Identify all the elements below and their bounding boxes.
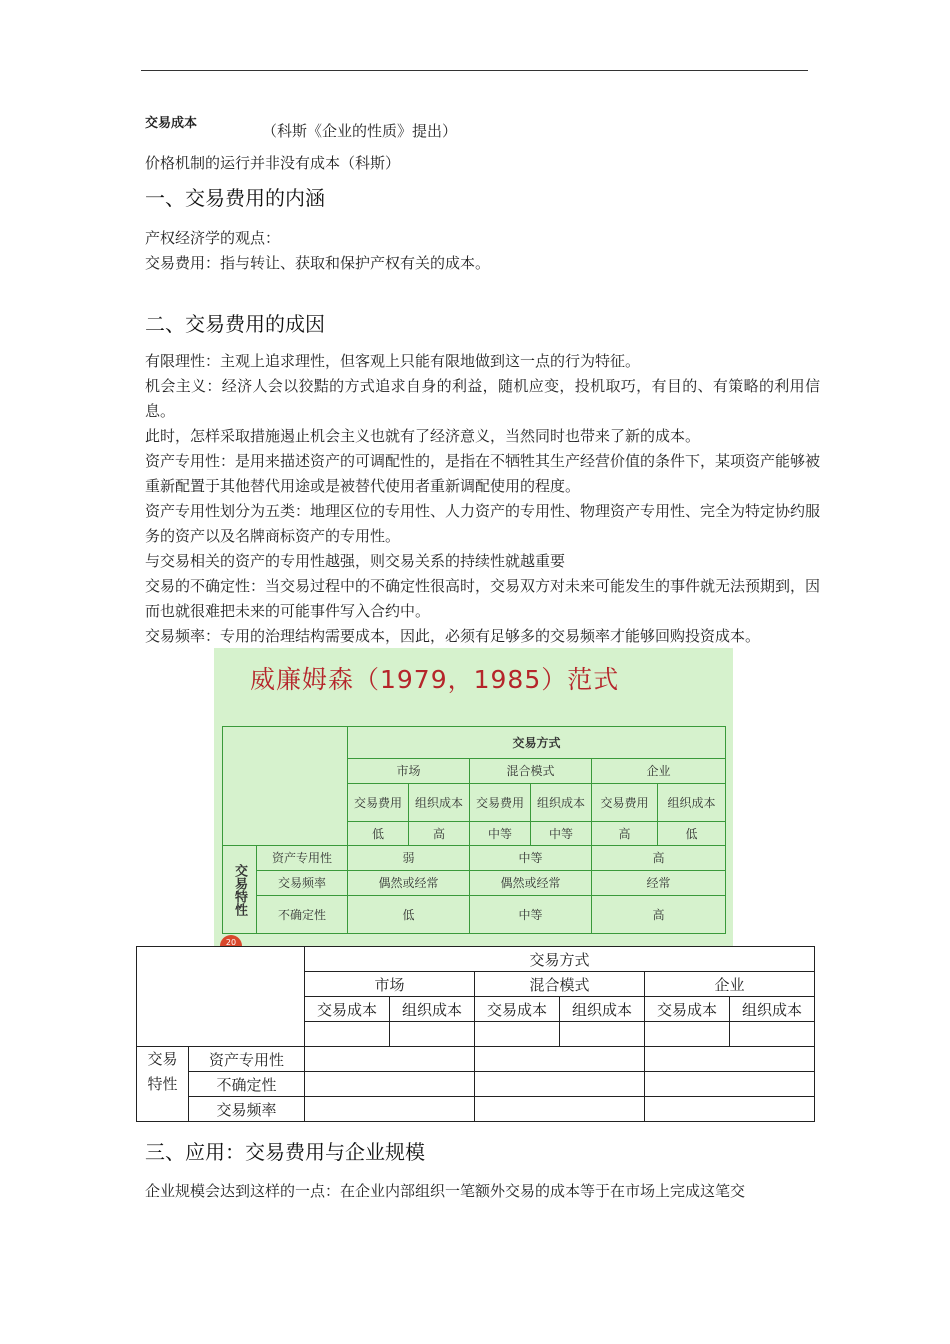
blank-row-name: 资产专用性 bbox=[189, 1047, 305, 1072]
blank-cost-type: 组织成本 bbox=[560, 997, 645, 1022]
paragraph: 交易的不确定性：当交易过程中的不确定性很高时，交易双方对未来可能发生的事件就无法预期到，因而也就很难把未来的可能事件写入合约中。 bbox=[145, 577, 821, 620]
blank-comparison-table bbox=[136, 946, 815, 1122]
blank-side-label-line: 交易 bbox=[147, 1050, 178, 1068]
blank-cost-type: 组织成本 bbox=[390, 997, 475, 1022]
slide-row-name: 不确定性 bbox=[257, 896, 348, 934]
blank-cost-type: 交易成本 bbox=[305, 997, 390, 1022]
blank-row-name: 交易频率 bbox=[189, 1097, 305, 1122]
slide-row-value: 中等 bbox=[470, 896, 592, 934]
section3-text: 企业规模会达到这样的一点：在企业内部组织一笔额外交易的成本等于在市场上完成这笔交 bbox=[145, 1182, 746, 1200]
blank-cost-type: 交易成本 bbox=[645, 997, 730, 1022]
blank-cost-type: 交易成本 bbox=[475, 997, 560, 1022]
slide-side-label: 交易特性 bbox=[223, 846, 257, 934]
blank-cell bbox=[730, 1022, 815, 1047]
blank-mode-cell: 混合模式 bbox=[475, 972, 645, 997]
blank-mode-cell: 企业 bbox=[645, 972, 815, 997]
slide-row-value: 高 bbox=[592, 896, 726, 934]
slide-row-value: 弱 bbox=[348, 846, 470, 871]
blank-cell bbox=[645, 1022, 730, 1047]
slide-cost-level: 高 bbox=[592, 822, 658, 846]
section3-heading: 三、应用：交易费用与企业规模 bbox=[145, 1140, 425, 1164]
slide-row-value: 偶然或经常 bbox=[348, 871, 470, 896]
slide-title: 威廉姆森（1979，1985）范式 bbox=[250, 665, 620, 694]
slide-mode-cell: 市场 bbox=[348, 759, 470, 784]
slide-cost-level: 低 bbox=[348, 822, 409, 846]
williamson-slide bbox=[214, 648, 733, 946]
blank-cell bbox=[305, 1072, 475, 1097]
slide-page-badge: 20 bbox=[220, 935, 242, 946]
slide-table bbox=[222, 726, 726, 934]
blank-cell bbox=[645, 1047, 815, 1072]
slide-cost-type: 交易费用 bbox=[592, 784, 658, 822]
paragraph: 有限理性：主观上追求理性，但客观上只能有限地做到这一点的行为特征。 bbox=[145, 352, 641, 370]
blank-mode-header: 交易方式 bbox=[305, 947, 815, 972]
slide-mode-header: 交易方式 bbox=[348, 727, 726, 759]
section1-line: 交易费用：指与转让、获取和保护产权有关的成本。 bbox=[145, 254, 491, 272]
paragraph: 交易频率：专用的治理结构需要成本，因此，必须有足够多的交易频率才能够回购投资成本。 bbox=[145, 627, 761, 645]
slide-row-value: 偶然或经常 bbox=[470, 871, 592, 896]
paragraph: 资产专用性划分为五类：地理区位的专用性、人力资产的专用性、物理资产专用性、完全为特定协约服务的资产以及名牌商标资产的专用性。 bbox=[145, 502, 821, 545]
blank-cell bbox=[645, 1097, 815, 1122]
slide-cost-type: 交易费用 bbox=[348, 784, 409, 822]
source-note: （科斯《企业的性质》提出） bbox=[262, 122, 458, 140]
section2-body bbox=[145, 349, 820, 649]
paragraph: 与交易相关的资产的专用性越强，则交易关系的持续性就越重要 bbox=[145, 552, 566, 570]
slide-row-value: 经常 bbox=[592, 871, 726, 896]
slide-cost-type: 交易费用 bbox=[470, 784, 531, 822]
blank-row-name: 不确定性 bbox=[189, 1072, 305, 1097]
slide-row-value: 低 bbox=[348, 896, 470, 934]
blank-cell bbox=[305, 1047, 475, 1072]
blank-cell bbox=[560, 1022, 645, 1047]
blank-cell bbox=[475, 1072, 645, 1097]
blank-side-label bbox=[137, 1047, 189, 1122]
paragraph: 此时，怎样采取措施遏止机会主义也就有了经济意义，当然同时也带来了新的成本。 bbox=[145, 427, 701, 445]
slide-mode-cell: 混合模式 bbox=[470, 759, 592, 784]
paragraph: 资产专用性：是用来描述资产的可调配性的，是指在不牺牲其生产经营价值的条件下，某项资产能够被重新配置于其他替代用途或是被替代使用者重新调配使用的程度。 bbox=[145, 452, 821, 495]
slide-corner-cell bbox=[223, 727, 348, 846]
blank-cell bbox=[305, 1097, 475, 1122]
intro-line: 价格机制的运行并非没有成本（科斯） bbox=[145, 154, 401, 172]
slide-row-value: 中等 bbox=[470, 846, 592, 871]
blank-cell bbox=[305, 1022, 390, 1047]
blank-mode-cell: 市场 bbox=[305, 972, 475, 997]
blank-cell bbox=[475, 1022, 560, 1047]
paragraph: 机会主义：经济人会以狡黠的方式追求自身的利益，随机应变，投机取巧，有目的、有策略的利用信息。 bbox=[145, 377, 820, 420]
section1-heading: 一、交易费用的内涵 bbox=[145, 186, 325, 210]
slide-cost-type: 组织成本 bbox=[658, 784, 726, 822]
blank-side-label-line: 特性 bbox=[147, 1075, 178, 1093]
section1-line: 产权经济学的观点： bbox=[145, 229, 281, 247]
blank-cell bbox=[475, 1047, 645, 1072]
slide-cost-level: 中等 bbox=[531, 822, 592, 846]
blank-corner-cell bbox=[137, 947, 305, 1047]
blank-cell bbox=[645, 1072, 815, 1097]
slide-cost-level: 低 bbox=[658, 822, 726, 846]
blank-cell bbox=[475, 1097, 645, 1122]
slide-cost-type: 组织成本 bbox=[409, 784, 470, 822]
slide-mode-cell: 企业 bbox=[592, 759, 726, 784]
slide-row-name: 资产专用性 bbox=[257, 846, 348, 871]
section2-heading: 二、交易费用的成因 bbox=[145, 312, 325, 336]
blank-cell bbox=[390, 1022, 475, 1047]
slide-cost-level: 高 bbox=[409, 822, 470, 846]
slide-cost-type: 组织成本 bbox=[531, 784, 592, 822]
header-rule bbox=[141, 70, 808, 71]
slide-cost-level: 中等 bbox=[470, 822, 531, 846]
slide-row-value: 高 bbox=[592, 846, 726, 871]
slide-row-name: 交易频率 bbox=[257, 871, 348, 896]
blank-cost-type: 组织成本 bbox=[730, 997, 815, 1022]
doc-label: 交易成本 bbox=[145, 116, 198, 131]
